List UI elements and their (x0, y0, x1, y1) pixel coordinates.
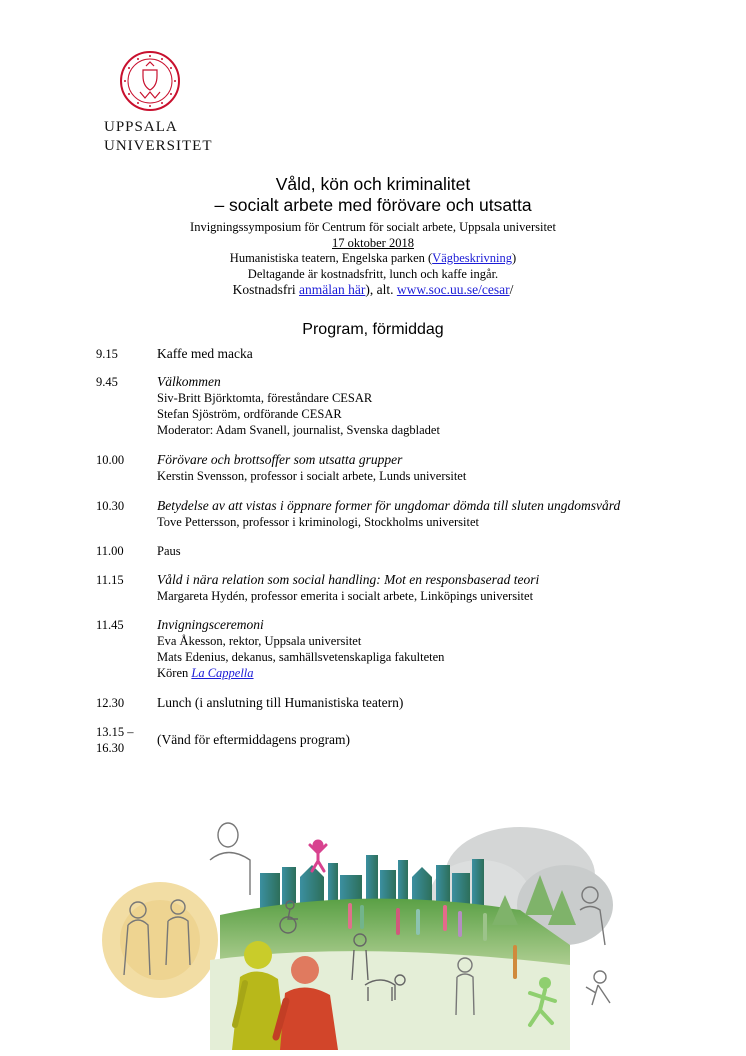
venue-line: Humanistiska teatern, Engelska parken (Vägbeskrivning) (229, 251, 517, 265)
program-item (96, 498, 656, 530)
program-item (96, 543, 656, 559)
program-title: Betydelse av att vistas i öppnare former för ungdomar dömda till sluten ungdomsvård (157, 498, 621, 513)
program-title: Våld i nära relation som social handling: Mot en responsbaserad teori (157, 572, 540, 587)
program-title: Lunch (i anslutning till Humanistiska teatern) (157, 695, 404, 710)
program-title: Välkommen (157, 374, 221, 389)
program-time: 10.30 (96, 499, 125, 513)
registration-line: Kostnadsfri anmälan här), alt. www.soc.uu.se/cesar/ (232, 282, 514, 297)
info-participation: Deltagande är kostnadsfritt, lunch och kaffe ingår. (247, 266, 499, 281)
event-info (0, 220, 746, 298)
event-date: 17 oktober 2018 (332, 235, 414, 250)
program-title: (Vänd för eftermiddagens program) (157, 732, 351, 747)
speaker-line: Mats Edenius, dekanus, samhällsvetenskapliga fakulteten (157, 650, 445, 664)
university-seal-icon (119, 50, 181, 112)
program-time: 13.15 – 16.30 (96, 725, 134, 755)
info-symposium: Invigningssymposium för Centrum för socialt arbete, Uppsala universitet (190, 220, 556, 234)
document-title (0, 174, 746, 216)
program-time: 11.45 (96, 618, 124, 632)
program-time: 10.00 (96, 453, 125, 467)
program-time: 9.45 (96, 375, 118, 389)
directions-link[interactable]: Vägbeskrivning (432, 251, 513, 265)
la-cappella-link[interactable]: La Cappella (191, 666, 254, 680)
program-item (96, 374, 656, 438)
program-item (96, 452, 656, 484)
title-line-2: – socialt arbete med förövare och utsatta (214, 195, 532, 215)
speaker-line: Kören La Cappella (157, 666, 254, 680)
speaker-line: Siv-Britt Björktomta, föreståndare CESAR (157, 391, 373, 405)
logo-line-2: UNIVERSITET (104, 138, 213, 154)
program-title: Paus (157, 544, 181, 558)
speaker-line: Eva Åkesson, rektor, Uppsala universitet (157, 634, 362, 648)
program-title: Förövare och brottsoffer som utsatta grupper (157, 452, 403, 467)
program-item (96, 724, 656, 756)
speaker-line: Tove Pettersson, professor i kriminologi, Stockholms universitet (157, 515, 480, 529)
program-time: 12.30 (96, 696, 125, 710)
program-item (96, 617, 656, 681)
community-illustration (100, 815, 620, 1050)
speaker-line: Stefan Sjöström, ordförande CESAR (157, 407, 342, 421)
program-item (96, 695, 656, 711)
uppsala-logo (100, 50, 213, 156)
cesar-url-link[interactable]: www.soc.uu.se/cesar (396, 282, 510, 297)
program-time: 11.00 (96, 544, 124, 558)
program-list (96, 346, 656, 756)
program-item (96, 346, 656, 362)
program-time: 11.15 (96, 573, 124, 587)
program-item (96, 572, 656, 604)
title-line-1: Våld, kön och kriminalitet (275, 174, 471, 194)
program-time: 9.15 (96, 347, 118, 361)
registration-link[interactable]: anmälan här (299, 282, 366, 297)
program-title: Program, förmiddag (302, 321, 444, 338)
logo-line-1: UPPSALA (104, 119, 178, 135)
speaker-line: Moderator: Adam Svanell, journalist, Svenska dagbladet (157, 423, 440, 437)
speaker-line: Margareta Hydén, professor emerita i socialt arbete, Linköpings universitet (157, 589, 534, 603)
program-title: Kaffe med macka (157, 346, 253, 361)
program-title: Invigningsceremoni (157, 617, 264, 632)
speaker-line: Kerstin Svensson, professor i socialt arbete, Lunds universitet (157, 469, 467, 483)
